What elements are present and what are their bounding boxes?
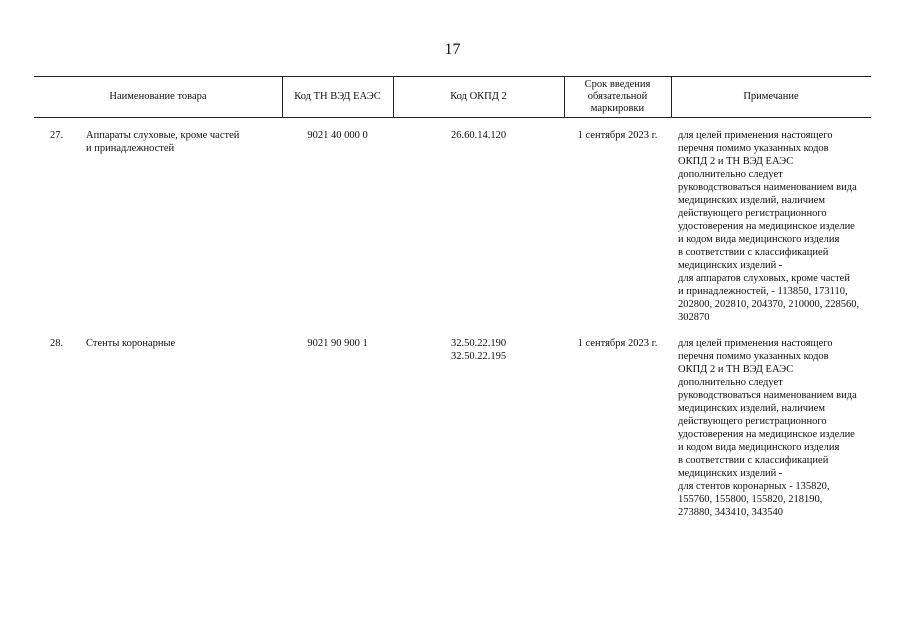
row-marking-date: 1 сентября 2023 г. [577,338,658,349]
row-note: для целей применения настоящего перечня помимо указанных кодов ОКПД 2 и ТН ВЭД ЕАЭС дополнительно следует руководствоваться наименованием вида медицинских изделий, наличием действующего регистрационного удостоверения на медицинское изделие и кодом вида медицинского изделия в соответствии с классификацией медицинских изделий - для стентов коронарных - 135820, 155760, 155800, 155820, 218190, 273880, 343410, 343540 [678,338,857,518]
header-tn-ved: Код ТН ВЭД ЕАЭС [294,90,381,102]
page-number: 17 [444,41,461,58]
header-okpd: Код ОКПД 2 [450,90,507,102]
row-name: Стенты коронарные [86,338,176,349]
row-okpd: 32.50.22.190 32.50.22.195 [450,338,507,362]
table-header-bottom-rule [34,117,871,118]
row-number: 28. [50,338,64,349]
header-note: Примечание [743,90,799,102]
row-number: 27. [50,130,64,141]
row-note: для целей применения настоящего перечня помимо указанных кодов ОКПД 2 и ТН ВЭД ЕАЭС дополнительно следует руководствоваться наименованием вида медицинских изделий, наличием действующего регистрационного удостоверения на медицинское изделие и кодом вида медицинского изделия в соответствии с классификацией медицинских изделий - для аппаратов слуховых, кроме частей и принадлежностей, - 113850, 173110, 202800, 202810, 204370, 210000, 228560, 302870 [678,130,860,323]
row-name: Аппараты слуховые, кроме частей и принадлежностей [86,130,240,154]
row-tn-ved: 9021 40 000 0 [307,130,368,141]
header-marking-date: Срок введения обязательной маркировки [584,78,651,114]
row-tn-ved: 9021 90 900 1 [307,338,368,349]
row-marking-date: 1 сентября 2023 г. [577,130,658,141]
row-okpd: 26.60.14.120 [450,130,507,141]
header-name: Наименование товара [109,90,207,102]
